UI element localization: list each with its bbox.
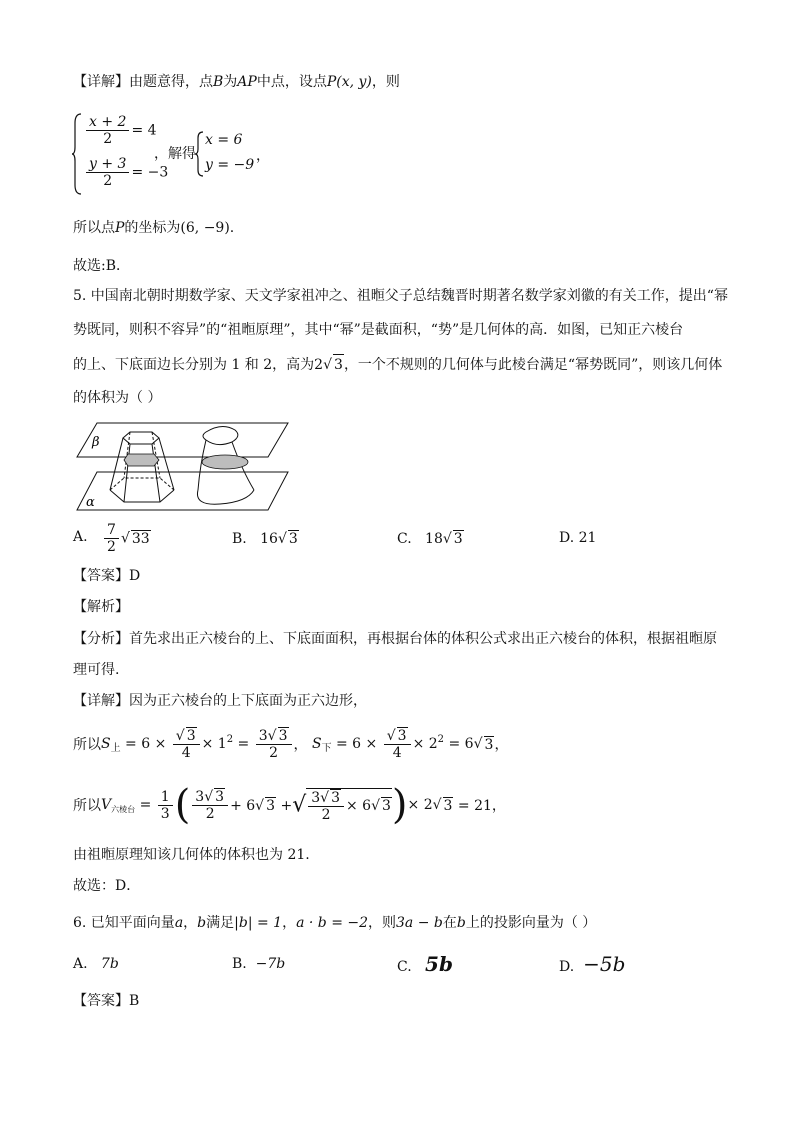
q5-answer	[73, 566, 140, 586]
point-b: B	[213, 74, 224, 90]
option-a-value: 7b	[100, 956, 119, 972]
q5-option-b[interactable]: B. 16√ 3	[232, 531, 298, 547]
option-a-numerator: 7	[104, 522, 119, 539]
q5-option-c[interactable]: C. 18√ 3	[397, 531, 463, 547]
option-a-denominator: 2	[107, 539, 116, 555]
text: 由题意得，点	[129, 74, 213, 90]
eq1-numerator: x + 2	[86, 114, 129, 131]
text: 中点，设点	[256, 74, 327, 90]
vector-a: a	[174, 915, 184, 931]
choose-d: 故选：D．	[73, 878, 141, 894]
answer-tag: 【答案】	[73, 568, 129, 584]
option-a-radicand: 33	[131, 530, 150, 547]
option-c-value: 5b	[425, 952, 453, 976]
option-label: A.	[73, 956, 88, 972]
eq2-rhs: = −3	[131, 164, 169, 181]
option-d-value: 21	[578, 530, 597, 546]
answer-tag: 【答案】	[73, 993, 129, 1009]
eq1-rhs: = 4	[131, 122, 157, 139]
option-label: D.	[559, 959, 575, 975]
detail-line-1	[73, 72, 400, 92]
fenxi-tag: 【分析】	[73, 631, 129, 647]
s-bottom-sub: 下	[321, 743, 332, 754]
option-label: D.	[559, 530, 575, 546]
choose-b: 故选:B．	[73, 258, 131, 274]
q5-line-4: 的体积为（ ）	[73, 390, 162, 406]
comma: ，	[256, 148, 270, 164]
eq1-denominator: 2	[103, 131, 113, 147]
segment-ap: AP	[237, 74, 257, 90]
option-c-radicand: 3	[453, 531, 463, 547]
height-coef: 2	[314, 357, 324, 373]
text: ，则	[371, 74, 400, 90]
text: × 2	[407, 797, 433, 813]
coordinate-result	[73, 218, 234, 238]
text: = 6	[448, 736, 474, 752]
frustum-figure	[72, 420, 292, 516]
q5-option-a[interactable]: A. $\frac{7}{2}$ √ 33	[73, 522, 150, 555]
option-d-value: −5b	[583, 952, 626, 976]
frustum-section	[124, 454, 159, 466]
vector-b: b	[456, 915, 466, 931]
solution-y: y = −9	[205, 157, 255, 173]
text: =	[237, 736, 250, 752]
text: ，则	[368, 915, 397, 931]
text: = 6 ×	[336, 736, 378, 752]
left-brace-icon	[72, 113, 82, 195]
text: ，	[183, 915, 198, 931]
fenxi-line-1	[73, 629, 717, 649]
point-p: P	[326, 74, 337, 90]
eq2-numerator: y + 3	[86, 156, 129, 173]
q6-answer	[73, 991, 139, 1011]
text: 的上、下底面边长分别为 1 和 2，高为	[73, 357, 315, 373]
point-p: P	[115, 220, 125, 236]
q6-option-a[interactable]	[73, 956, 119, 972]
text: ，一个不规则的几何体与此棱台满足“幂势既同”，则该几何体	[343, 357, 723, 373]
answer-value: B	[129, 993, 140, 1009]
q6-option-c[interactable]	[397, 952, 453, 976]
text: 6. 已知平面向量	[73, 915, 175, 931]
option-label: A.	[73, 528, 88, 545]
left-brace-icon	[195, 131, 204, 177]
conclusion: 由祖暅原理知该几何体的体积也为 21.	[73, 847, 310, 863]
q6-stem	[73, 913, 596, 933]
v-sub: 六棱台	[111, 805, 136, 814]
vector-b: b	[197, 915, 207, 931]
detail-5-line-1	[73, 691, 367, 711]
dot-product: a · b = −2	[296, 915, 369, 931]
text: .	[229, 220, 235, 236]
text: =	[139, 797, 152, 813]
eq1	[84, 114, 157, 147]
q5-option-d[interactable]	[559, 530, 596, 546]
point-coord: (x, y)	[336, 74, 372, 90]
fenxi-line-2: 理可得.	[73, 662, 120, 678]
text: 满足	[206, 915, 235, 931]
text: 为	[223, 74, 238, 90]
text: 因为正六棱台的上下底面为正六边形，	[129, 693, 367, 709]
q5-line-3: 的上、下底面边长分别为 1 和 2，高为2√ 3，一个不规则的几何体与此棱台满足“幂势既同”，则该几何体	[73, 354, 722, 375]
solution-x: x = 6	[205, 132, 243, 148]
q6-option-b[interactable]	[232, 956, 285, 972]
beta-label: β	[92, 435, 100, 450]
option-label: C.	[397, 531, 412, 547]
detail-tag: 【详解】	[73, 693, 129, 709]
height-radicand: 3	[333, 354, 344, 375]
option-label: B.	[232, 956, 247, 972]
detail-tag: 【详解】	[73, 74, 129, 90]
option-label: B.	[232, 531, 247, 547]
alpha-label: α	[86, 495, 95, 510]
volume-formula: 所以$V_{六棱台}$ = $\frac{1}{3}$ ( $\frac{3√ 3}{2}$ + 6√ 3 +√ $\frac{3√ 3}{2}$ × 6√ 3)× 2√ 3 = 21，	[73, 782, 506, 828]
coord-value: (6, −9)	[180, 220, 230, 236]
analysis-tag: 【解析】	[73, 599, 129, 615]
solid-top	[203, 426, 238, 444]
text: 首先求出正六棱台的上、下底面面积，再根据台体的体积公式求出正六棱台的体积，根据祖暅原	[129, 631, 717, 647]
option-b-coef: 16	[260, 531, 278, 547]
area-formula: 所以$S_上 = 6$ × $\frac{√ 3}{4}$ × $1^2$ = $\frac{3√ 3}{2}$ ， $S_下 = 6$ × $\frac{√ 3}{4}$ × $2^2 = 6√$ 3，	[73, 728, 509, 761]
option-label: C.	[397, 959, 412, 975]
q5-line-1: 5. 中国南北朝时期数学家、天文学家祖冲之、祖暅父子总结魏晋时期著名数学家刘徽的有关工作，提出“幂	[73, 288, 728, 304]
option-b-radicand: 3	[288, 531, 298, 547]
text: × 2	[412, 736, 438, 752]
option-c-coef: 18	[425, 531, 443, 547]
plane-beta	[77, 423, 288, 457]
norm-b: |b| = 1	[234, 915, 283, 931]
volume-result: = 21，	[457, 798, 506, 814]
q6-option-d[interactable]	[559, 952, 625, 976]
q5-line-2: 势既同，则积不容异”的“祖暅原理”，其中“幂”是截面积，“势”是几何体的高．如图，已知正六棱台	[73, 322, 684, 338]
text: 所以	[73, 737, 101, 753]
vector-expression: 3a − b	[396, 915, 443, 931]
eq2-denominator: 2	[103, 173, 113, 189]
text: = 6 ×	[125, 736, 167, 752]
text: 所以点	[73, 220, 115, 236]
answer-value: D	[129, 568, 141, 584]
text: 的坐标为	[124, 220, 181, 236]
text: 所以	[73, 798, 101, 814]
text: ，	[282, 915, 297, 931]
plane-alpha	[77, 472, 288, 510]
option-b-value: −7b	[255, 956, 286, 972]
s-top-sub: 上	[110, 743, 121, 754]
text: × 1	[201, 736, 227, 752]
solid-section	[202, 455, 248, 469]
solved-text: ，解得	[154, 146, 196, 162]
text: 上的投影向量为（ ）	[465, 915, 597, 931]
text: 在	[442, 915, 457, 931]
